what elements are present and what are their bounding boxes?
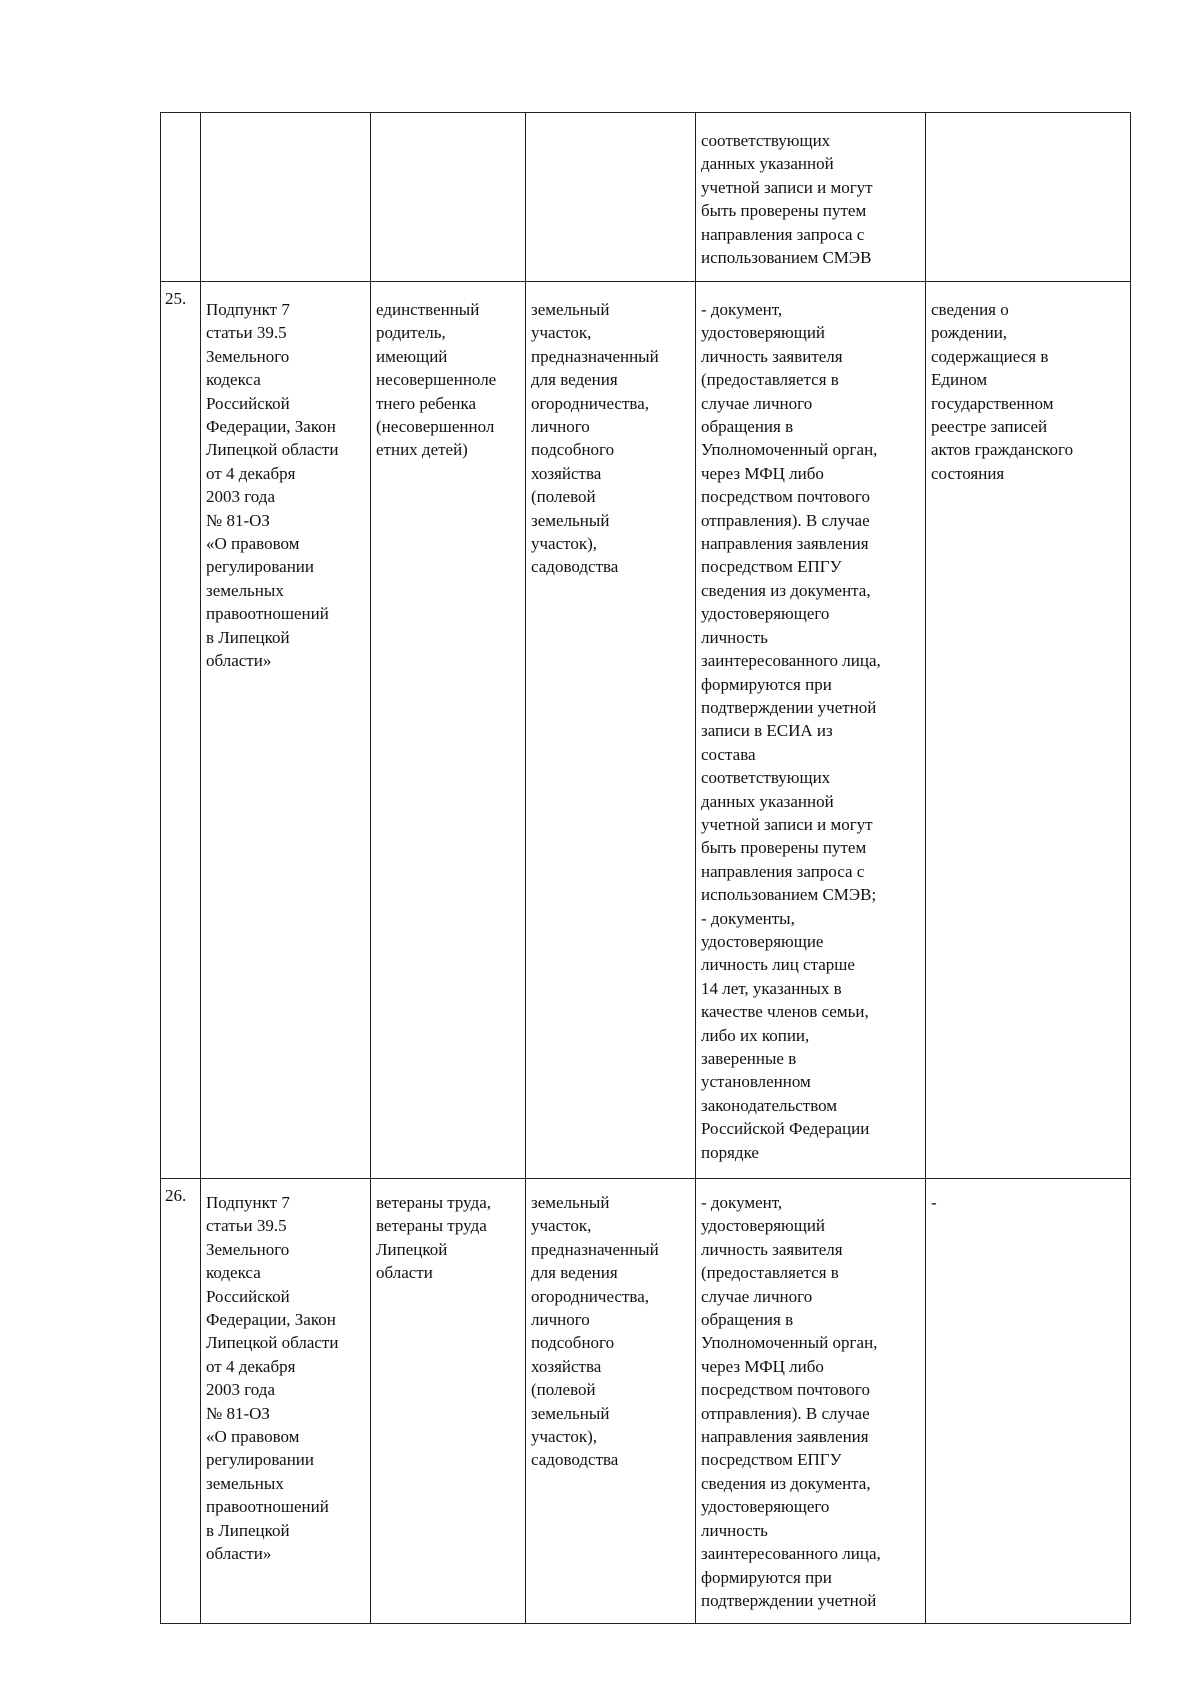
required-documents-cell: соответствующих данных указанной учетной записи и могут быть проверены путем направления запроса с использованием СМЭВ	[696, 113, 926, 282]
table-row	[161, 282, 1131, 1179]
table-row	[161, 1179, 1131, 1624]
requested-information-cell	[926, 113, 1131, 282]
row-number-cell: 26.	[161, 1179, 201, 1624]
legal-basis-cell: Подпункт 7 статьи 39.5 Земельного кодекса Российской Федерации, Закон Липецкой области от 4 декабря 2003 года № 81-ОЗ «О правовом регулировании земельных правоотношений в Липецкой области»	[201, 1179, 371, 1624]
legal-basis-cell	[201, 113, 371, 282]
row-number-cell	[161, 113, 201, 282]
applicant-category-cell: единственный родитель, имеющий несовершенноле тнего ребенка (несовершеннол етних детей)	[371, 282, 526, 1179]
row-number-cell: 25.	[161, 282, 201, 1179]
legal-basis-cell: Подпункт 7 статьи 39.5 Земельного кодекса Российской Федерации, Закон Липецкой области от 4 декабря 2003 года № 81-ОЗ «О правовом регулировании земельных правоотношений в Липецкой области»	[201, 282, 371, 1179]
applicant-category-cell: ветераны труда, ветераны труда Липецкой области	[371, 1179, 526, 1624]
land-plot-cell: земельный участок, предназначенный для ведения огородничества, личного подсобного хозяйства (полевой земельный участок), садоводства	[526, 282, 696, 1179]
applicant-category-cell	[371, 113, 526, 282]
land-plot-cell	[526, 113, 696, 282]
requested-information-cell: сведения о рождении, содержащиеся в Едином государственном реестре записей актов гражданского состояния	[926, 282, 1131, 1179]
land-grounds-table	[160, 112, 1131, 1624]
required-documents-cell: - документ, удостоверяющий личность заявителя (предоставляется в случае личного обращения в Уполномоченный орган, через МФЦ либо посредством почтового отправления). В случае направления заявления посредством ЕПГУ сведения из документа, удостоверяющего личность заинтересованного лица, формируются при подтверждении учетной записи в ЕСИА из состава соответствующих данных указанной учетной записи и могут быть проверены путем направления запроса с использованием СМЭВ; - документы, удостоверяющие личность лиц старше 14 лет, указанных в качестве членов семьи, либо их копии, заверенные в установленном законодательством Российской Федерации порядке	[696, 282, 926, 1179]
requested-information-cell: -	[926, 1179, 1131, 1624]
table-row	[161, 113, 1131, 282]
land-plot-cell: земельный участок, предназначенный для ведения огородничества, личного подсобного хозяйства (полевой земельный участок), садоводства	[526, 1179, 696, 1624]
required-documents-cell: - документ, удостоверяющий личность заявителя (предоставляется в случае личного обращения в Уполномоченный орган, через МФЦ либо посредством почтового отправления). В случае направления заявления посредством ЕПГУ сведения из документа, удостоверяющего личность заинтересованного лица, формируются при подтверждении учетной	[696, 1179, 926, 1624]
